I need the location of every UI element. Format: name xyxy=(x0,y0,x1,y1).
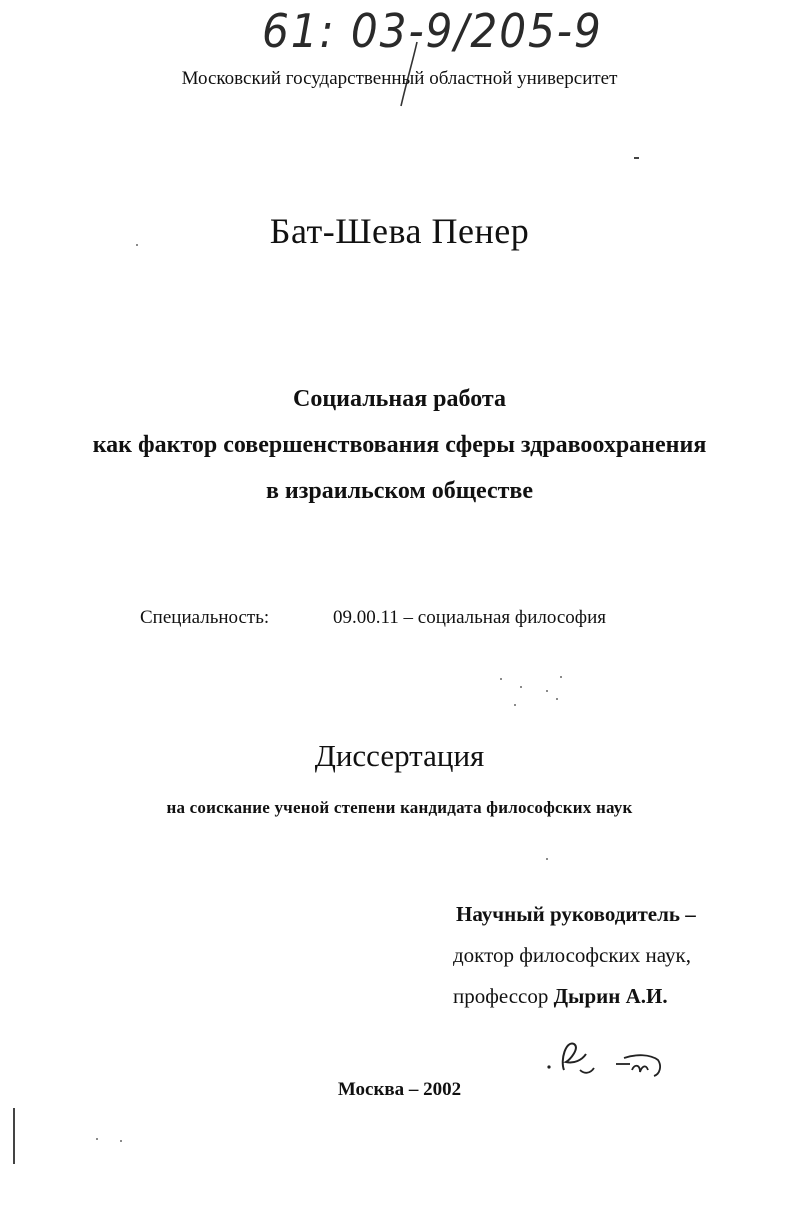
scan-speckle xyxy=(546,690,548,692)
specialty-label: Специальность: xyxy=(140,607,270,628)
document-type: Диссертация xyxy=(314,738,485,773)
scan-speckle xyxy=(500,678,502,680)
author-name: Бат-Шева Пенер xyxy=(269,211,530,251)
scan-speckle xyxy=(136,244,138,246)
scan-edge-line xyxy=(13,1108,15,1164)
degree-line: на соискание ученой степени кандидата философских наук xyxy=(166,798,633,817)
title-line-3: в израильском обществе xyxy=(265,478,534,504)
city-year: Москва – 2002 xyxy=(337,1079,462,1100)
scan-speckle xyxy=(514,704,516,706)
scan-speckle xyxy=(96,1138,98,1140)
title-line-2: как фактор совершенствования сферы здравоохранения xyxy=(92,432,707,458)
scan-speckle xyxy=(520,686,522,688)
supervisor-degree: доктор философских наук, xyxy=(453,943,691,967)
supervisor-label: Научный руководитель – xyxy=(456,902,696,926)
scan-speckle xyxy=(546,858,548,860)
archive-stamp: 61: 03-9/205-9 xyxy=(262,4,603,58)
scan-speckle xyxy=(560,676,562,678)
scan-speckle xyxy=(556,698,558,700)
supervisor-title: профессор xyxy=(453,984,549,1008)
university-name: Московский государственный областной университет xyxy=(181,68,618,89)
specialty-value: 09.00.11 – социальная философия xyxy=(333,607,606,628)
scan-dash xyxy=(634,157,639,159)
scan-speckle xyxy=(120,1140,122,1142)
supervisor-name-line xyxy=(453,984,668,1009)
title-line-1: Социальная работа xyxy=(293,386,506,412)
supervisor-name: Дырин А.И. xyxy=(553,984,668,1008)
